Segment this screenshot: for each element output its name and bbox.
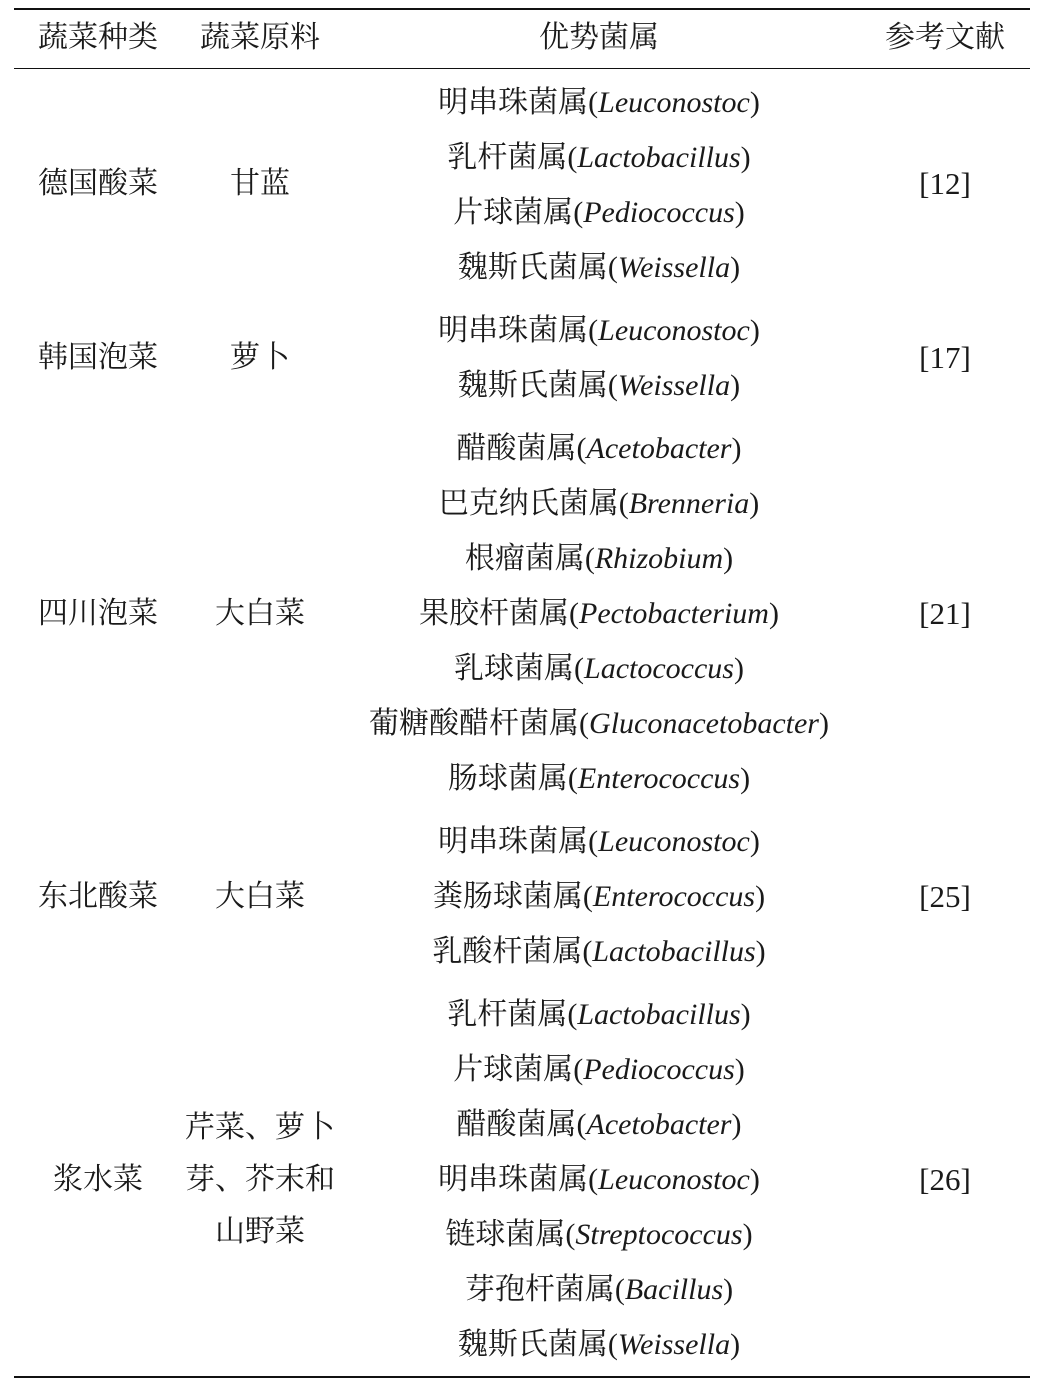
genus-item <box>338 303 860 358</box>
genus-chinese-name: 巴克纳氏菌属 <box>438 486 619 521</box>
close-paren: ) <box>749 314 760 347</box>
genus-item <box>338 987 860 1042</box>
genus-latin-name: Leuconostoc <box>598 314 750 347</box>
open-paren: ( <box>584 542 595 575</box>
vegetable-material <box>182 158 338 210</box>
open-paren: ( <box>565 1218 576 1251</box>
genus-chinese-name: 明串珠菌属 <box>438 85 589 120</box>
open-paren: ( <box>618 487 629 520</box>
vegetable-type: 韩国泡菜 <box>38 340 158 375</box>
genus-chinese-name: 肠球菌属 <box>447 761 568 796</box>
genus-latin-name: Lactobacillus <box>577 141 741 174</box>
open-paren: ( <box>588 86 599 119</box>
reference-number: [26] <box>919 1161 971 1197</box>
genus-latin-name: Brenneria <box>628 487 750 520</box>
open-paren: ( <box>579 707 590 740</box>
open-paren: ( <box>588 1163 599 1196</box>
header-vegetable-type: 蔬菜种类 <box>38 20 158 55</box>
open-paren: ( <box>588 314 599 347</box>
material-line: 芽、芥末和 <box>185 1161 335 1197</box>
table-row-group <box>14 983 1030 1376</box>
close-paren: ) <box>733 652 744 685</box>
genus-item <box>338 814 860 869</box>
header-reference: 参考文献 <box>885 20 1005 55</box>
genus-chinese-name: 魏斯氏菌属 <box>457 1327 608 1362</box>
reference-number: [25] <box>919 878 971 914</box>
table-body <box>14 69 1030 1376</box>
genus-chinese-name: 乳杆菌属 <box>447 997 568 1032</box>
genus-latin-name: Leuconostoc <box>598 1163 750 1196</box>
close-paren: ) <box>755 935 766 968</box>
genus-latin-name: Pediococcus <box>583 1053 735 1086</box>
genus-chinese-name: 魏斯氏菌属 <box>457 250 608 285</box>
genus-item <box>338 869 860 924</box>
close-paren: ) <box>730 1328 741 1361</box>
genus-latin-name: Lactobacillus <box>577 998 741 1031</box>
open-paren: ( <box>567 998 578 1031</box>
close-paren: ) <box>749 825 760 858</box>
genus-item <box>338 1042 860 1097</box>
vegetable-type: 东北酸菜 <box>38 878 158 914</box>
close-paren: ) <box>734 196 745 229</box>
vegetable-material <box>182 871 338 923</box>
genus-item <box>338 641 860 696</box>
genus-item <box>338 1207 860 1262</box>
genus-chinese-name: 葡糖酸醋杆菌属 <box>369 706 580 741</box>
material-line: 芹菜、萝卜 <box>185 1109 335 1145</box>
genus-item <box>338 1317 860 1372</box>
genus-latin-name: Weissella <box>617 369 731 402</box>
vegetable-material <box>182 1102 338 1258</box>
genus-latin-name: Acetobacter <box>586 1108 732 1141</box>
close-paren: ) <box>818 707 829 740</box>
genus-item <box>338 240 860 295</box>
open-paren: ( <box>607 1328 618 1361</box>
genus-item <box>338 185 860 240</box>
material-line: 甘蓝 <box>230 166 290 201</box>
genus-chinese-name: 芽孢杆菌属 <box>464 1272 615 1307</box>
genus-chinese-name: 乳球菌属 <box>454 651 575 686</box>
genus-item <box>338 476 860 531</box>
genus-item <box>338 531 860 586</box>
genus-item <box>338 75 860 130</box>
close-paren: ) <box>730 369 741 402</box>
genus-latin-name: Weissella <box>617 1328 731 1361</box>
genus-chinese-name: 醋酸菌属 <box>456 431 577 466</box>
dominant-genus-list <box>338 421 860 806</box>
open-paren: ( <box>588 825 599 858</box>
genus-latin-name: Acetobacter <box>586 432 732 465</box>
close-paren: ) <box>740 998 751 1031</box>
material-line: 大白菜 <box>215 878 305 914</box>
header-dominant-genus: 优势菌属 <box>539 20 659 55</box>
genus-chinese-name: 片球菌属 <box>453 195 574 230</box>
genus-item <box>338 421 860 476</box>
genus-chinese-name: 乳酸杆菌属 <box>432 934 583 969</box>
dominant-genus-list <box>338 814 860 979</box>
table-row-group <box>14 69 1030 299</box>
genus-latin-name: Pectobacterium <box>579 597 769 630</box>
table-row-group <box>14 417 1030 810</box>
genus-item <box>338 358 860 413</box>
genus-chinese-name: 链球菌属 <box>445 1217 566 1252</box>
genus-latin-name: Rhizobium <box>594 542 724 575</box>
genus-chinese-name: 乳杆菌属 <box>447 140 568 175</box>
genus-latin-name: Enterococcus <box>592 880 756 913</box>
vegetable-material <box>182 588 338 640</box>
genus-chinese-name: 明串珠菌属 <box>438 824 589 859</box>
close-paren: ) <box>749 487 760 520</box>
genus-item <box>338 924 860 979</box>
genus-chinese-name: 魏斯氏菌属 <box>457 368 608 403</box>
genus-item <box>338 1262 860 1317</box>
open-paren: ( <box>573 196 584 229</box>
close-paren: ) <box>768 597 779 630</box>
open-paren: ( <box>567 762 578 795</box>
reference-number: [12] <box>919 166 971 201</box>
open-paren: ( <box>607 369 618 402</box>
close-paren: ) <box>723 542 734 575</box>
header-vegetable-material: 蔬菜原料 <box>200 20 320 55</box>
vegetable-type: 德国酸菜 <box>38 166 158 201</box>
close-paren: ) <box>755 880 766 913</box>
table-row-group <box>14 299 1030 417</box>
close-paren: ) <box>731 1108 742 1141</box>
close-paren: ) <box>731 432 742 465</box>
open-paren: ( <box>569 597 580 630</box>
dominant-genus-list <box>338 303 860 413</box>
close-paren: ) <box>740 762 751 795</box>
dominant-genus-list <box>338 75 860 295</box>
genus-item <box>338 751 860 806</box>
dominant-genus-list <box>338 987 860 1372</box>
reference-number: [17] <box>919 340 971 375</box>
close-paren: ) <box>734 1053 745 1086</box>
genus-chinese-name: 片球菌属 <box>453 1052 574 1087</box>
close-paren: ) <box>740 141 751 174</box>
material-line: 大白菜 <box>215 595 305 631</box>
close-paren: ) <box>749 1163 760 1196</box>
genus-chinese-name: 醋酸菌属 <box>456 1107 577 1142</box>
open-paren: ( <box>576 432 587 465</box>
open-paren: ( <box>567 141 578 174</box>
genus-chinese-name: 粪肠球菌属 <box>432 879 583 914</box>
genus-latin-name: Lactobacillus <box>592 935 756 968</box>
open-paren: ( <box>582 935 593 968</box>
open-paren: ( <box>576 1108 587 1141</box>
bottom-rule <box>14 1376 1030 1378</box>
genus-item <box>338 1152 860 1207</box>
reference-number: [21] <box>919 595 971 631</box>
genus-chinese-name: 果胶杆菌属 <box>419 596 570 631</box>
header-row <box>14 10 1030 68</box>
genus-chinese-name: 明串珠菌属 <box>438 313 589 348</box>
close-paren: ) <box>749 86 760 119</box>
genus-latin-name: Leuconostoc <box>598 86 750 119</box>
vegetable-type: 浆水菜 <box>53 1161 143 1197</box>
genus-latin-name: Gluconacetobacter <box>589 707 819 740</box>
open-paren: ( <box>574 652 585 685</box>
genus-chinese-name: 明串珠菌属 <box>438 1162 589 1197</box>
open-paren: ( <box>573 1053 584 1086</box>
genus-latin-name: Lactococcus <box>584 652 734 685</box>
genus-latin-name: Pediococcus <box>583 196 735 229</box>
open-paren: ( <box>607 251 618 284</box>
genus-latin-name: Weissella <box>617 251 731 284</box>
genus-item <box>338 130 860 185</box>
close-paren: ) <box>730 251 741 284</box>
vegetable-type: 四川泡菜 <box>38 595 158 631</box>
genus-latin-name: Bacillus <box>624 1273 724 1306</box>
genus-item <box>338 586 860 641</box>
genus-latin-name: Leuconostoc <box>598 825 750 858</box>
open-paren: ( <box>614 1273 625 1306</box>
genus-item <box>338 696 860 751</box>
open-paren: ( <box>582 880 593 913</box>
genus-latin-name: Enterococcus <box>577 762 741 795</box>
material-line: 山野菜 <box>215 1213 305 1249</box>
genus-item <box>338 1097 860 1152</box>
table-row-group <box>14 810 1030 983</box>
genus-latin-name: Streptococcus <box>575 1218 743 1251</box>
material-line: 萝卜 <box>230 340 290 375</box>
genus-chinese-name: 根瘤菌属 <box>464 541 585 576</box>
vegetable-material <box>182 332 338 384</box>
close-paren: ) <box>742 1218 753 1251</box>
close-paren: ) <box>723 1273 734 1306</box>
bacteria-table <box>14 8 1030 1378</box>
